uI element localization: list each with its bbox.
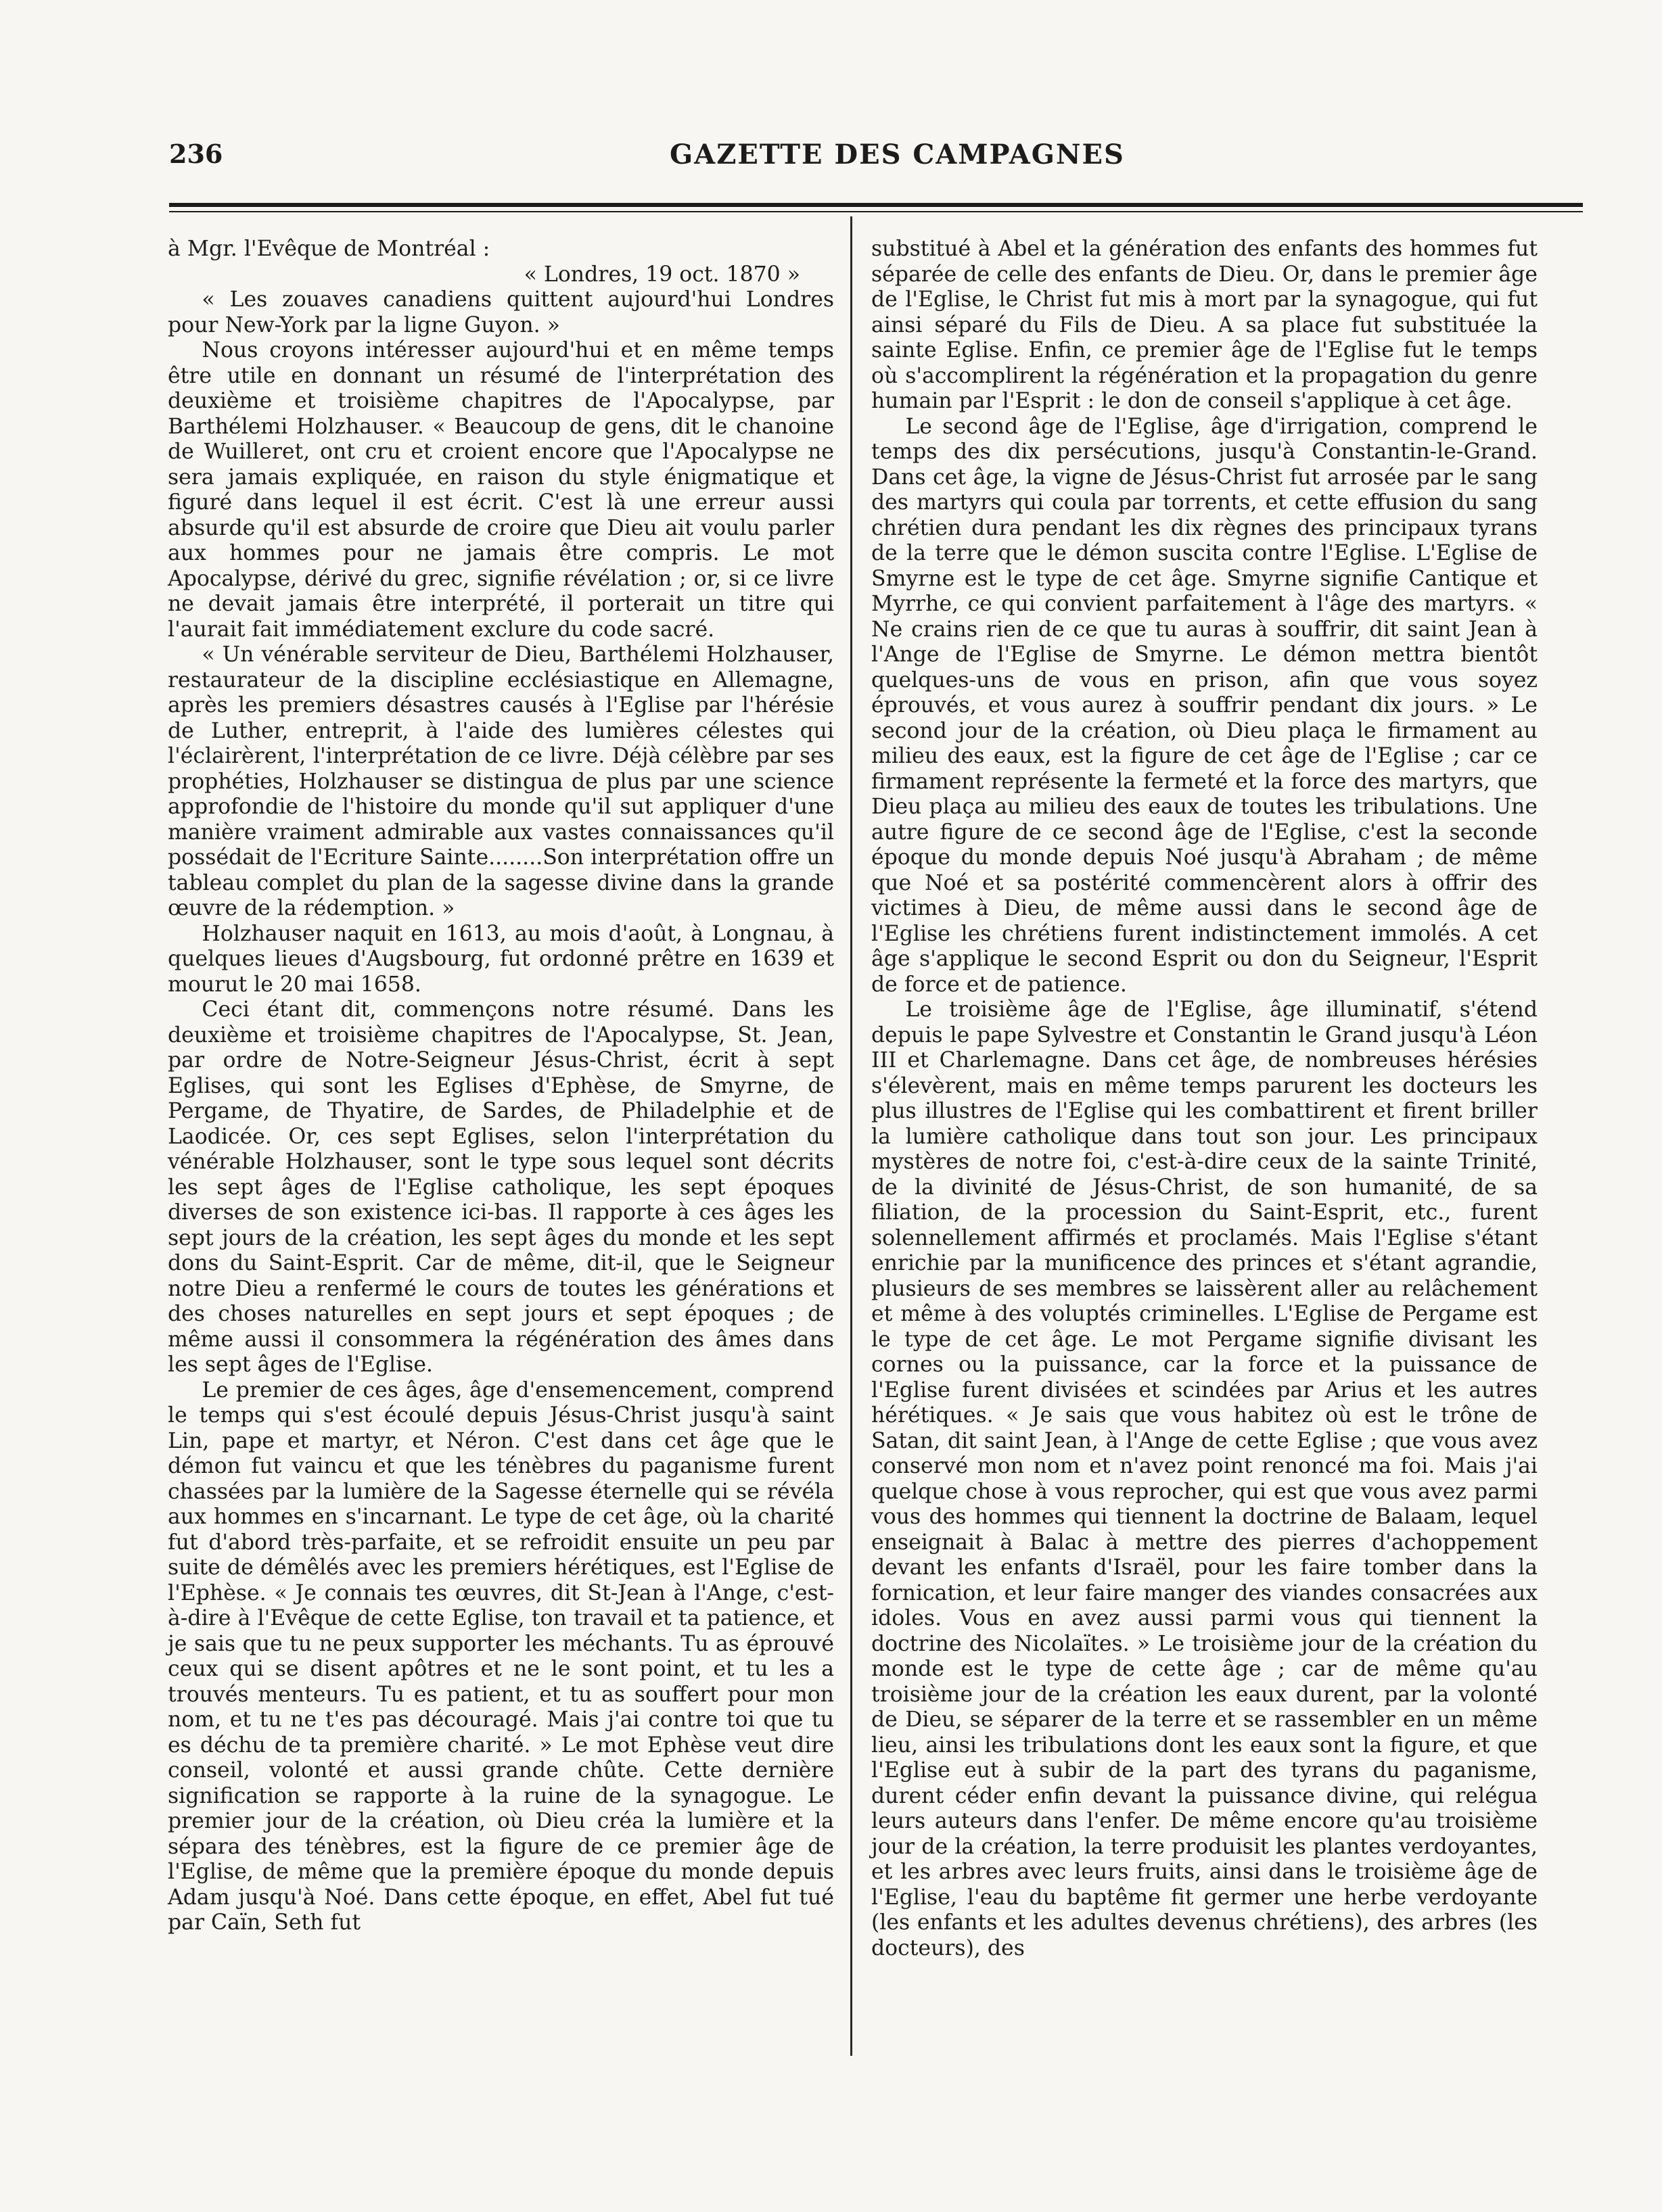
journal-title: GAZETTE DES CAMPAGNES (670, 139, 1125, 170)
paragraph: Nous croyons intéresser aujourd'hui et en même temps être utile en donnant un résumé de l'interprétation des deuxième et troisième chapitres de l'Apocalypse, par Barthélemi Holzhauser. « Beaucoup de gens, dit le chanoine de Wuilleret, ont cru et croient encore que l'Apocalypse ne sera jamais expliquée, en raison du style énigmatique et figuré dans lequel il est écrit. C'est là une erreur aussi absurde qu'il est absurde de croire que Dieu ait voulu parler aux hommes pour ne jamais être compris. Le mot Apocalypse, dérivé du grec, signifie révélation ; or, si ce livre ne devait jamais être interprété, il porterait un titre qui l'aurait fait immédiatement exclure du code sacré. (168, 338, 834, 642)
paragraph: Le troisième âge de l'Eglise, âge illuminatif, s'étend depuis le pape Sylvestre et Constantin le Grand jusqu'à Léon III et Charlemagne. Dans cet âge, de nombreuses hérésies s'élevèrent, mais en même temps parurent les docteurs les plus illustres de l'Eglise qui les combattirent et firent briller la lumière catholique dans tout son jour. Les principaux mystères de notre foi, c'est-à-dire ceux de la sainte Trinité, de la divinité de Jésus-Christ, de son humanité, de sa filiation, de la procession du Saint-Esprit, etc., furent solennellement affirmés et proclamés. Mais l'Eglise s'étant enrichie par la munificence des princes et s'étant agrandie, plusieurs de ses membres se laissèrent aller au relâchement et même à des voluptés criminelles. L'Eglise de Pergame est le type de cet âge. Le mot Pergame signifie divisant les cornes ou la puissance, car la force et la puissance de l'Eglise furent divisées et scindées par Arius et les autres hérétiques. « Je sais que vous habitez où est le trône de Satan, dit saint Jean, à l'Ange de cette Eglise ; que vous avez conservé mon nom et n'avez point renoncé ma foi. Mais j'ai quelque chose à vous reprocher, qui est que vous avez parmi vous des hommes qui tiennent la doctrine de Balaam, lequel enseignait à Balac à mettre des pierres d'achoppement devant les enfants d'Israël, pour les faire tomber dans la fornication, et leur faire manger des viandes consacrées aux idoles. Vous en avez aussi parmi vous qui tiennent la doctrine des Nicolaïtes. » Le troisième jour de la création du monde est le type de cette âge ; car de même qu'au troisième jour de la création les eaux durent, par la volonté de Dieu, se séparer de la terre et se rassembler en un même lieu, ainsi les tribulations dont les eaux sont la figure, et que l'Eglise eut à subir de la part des tyrans du paganisme, durent céder enfin devant la puissance divine, qui relégua leurs auteurs dans l'enfer. De même encore qu'au troisième jour de la création, la terre produisit les plantes verdoyantes, et les arbres avec leurs fruits, ainsi dans le troisième âge de l'Eglise, l'eau du baptême fit germer une herbe verdoyante (les enfants et les adultes devenus chrétiens), des arbres (les docteurs), des (871, 997, 1538, 1960)
header-rule-thin (169, 211, 1583, 212)
dateline: « Londres, 19 oct. 1870 » (524, 262, 800, 287)
column-divider (850, 216, 852, 2056)
paragraph: substitué à Abel et la génération des enfants des hommes fut séparée de celle des enfants de Dieu. Or, dans le premier âge de l'Eglise, le Christ fut mis à mort par la synagogue, qui fut ainsi séparé du Fils de Dieu. A sa place fut substituée la sainte Eglise. Enfin, ce premier âge de l'Eglise fut le temps où s'accomplirent la régénération et la propagation du genre humain par l'Esprit : le don de conseil s'applique à cet âge. (871, 237, 1538, 413)
paragraph: « Un vénérable serviteur de Dieu, Barthélemi Holzhauser, restaurateur de la discipline ecclésiastique en Allemagne, après les premiers désastres causés à l'Eglise par l'hérésie de Luther, entreprit, à l'aide des lumières célestes qui l'éclairèrent, l'interprétation de ce livre. Déjà célèbre par ses prophéties, Holzhauser se distingua de plus par une science approfondie de l'histoire du monde qu'il sut appliquer d'une manière vraiment admirable aux vastes connaissances qu'il possédait de l'Ecriture Sainte........Son interprétation offre un tableau complet du plan de la sagesse divine dans la grande œuvre de la rédemption. » (168, 642, 834, 920)
paragraph: « Les zouaves canadiens quittent aujourd'hui Londres pour New-York par la ligne Guyon. » (168, 287, 834, 337)
page-header (169, 139, 1590, 179)
page-number: 236 (169, 139, 223, 169)
paragraph: Ceci étant dit, commençons notre résumé. Dans les deuxième et troisième chapitres de l'Apocalypse, St. Jean, par ordre de Notre-Seigneur Jésus-Christ, écrit à sept Eglises, qui sont les Eglises d'Ephèse, de Smyrne, de Pergame, de Thyatire, de Sardes, de Philadelphie et de Laodicée. Or, ces sept Eglises, selon l'interprétation du vénérable Holzhauser, sont le type sous lequel sont décrits les sept âges de l'Eglise catholique, les sept époques diverses de son existence ici-bas. Il rapporte à ces âges les sept jours de la création, les sept âges du monde et les sept dons du Saint-Esprit. Car de même, dit-il, que le Seigneur notre Dieu a renfermé le cours de toutes les générations et des choses naturelles en sept jours et sept époques ; de même aussi il consommera la régénération des âmes dans les sept âges de l'Eglise. (168, 997, 834, 1377)
paragraph: Holzhauser naquit en 1613, au mois d'août, à Longnau, à quelques lieues d'Augsbourg, fut ordonné prêtre en 1639 et mourut le 20 mai 1658. (168, 921, 834, 997)
paragraph: Le premier de ces âges, âge d'ensemencement, comprend le temps qui s'est écoulé depuis Jésus-Christ jusqu'à saint Lin, pape et martyr, et Néron. C'est dans cet âge que le démon fut vaincu et que les ténèbres du paganisme furent chassées par la lumière de la Sagesse éternelle qui se révéla aux hommes en s'incarnant. Le type de cet âge, où la charité fut d'abord très-parfaite, et se refroidit ensuite un peu par suite de démêlés avec les premiers hérétiques, est l'Eglise de l'Ephèse. « Je connais tes œuvres, dit St-Jean à l'Ange, c'est-à-dire à l'Evêque de cette Eglise, ton travail et ta patience, et je sais que tu ne peux supporter les méchants. Tu as éprouvé ceux qui se disent apôtres et ne le sont point, et tu les a trouvés menteurs. Tu es patient, et tu as souffert pour mon nom, et tu ne t'es pas découragé. Mais j'ai contre toi que tu es déchu de ta première charité. » Le mot Ephèse veut dire conseil, volonté et aussi grande chûte. Cette dernière signification se rapporte à la ruine de la synagogue. Le premier jour de la création, où Dieu créa la lumière et la sépara des ténèbres, est la figure de ce premier âge de l'Eglise, de même que la première époque du monde depuis Adam jusqu'à Noé. Dans cette époque, en effet, Abel fut tué par Caïn, Seth fut (168, 1378, 834, 1935)
right-column (871, 237, 1538, 1961)
paragraph: Le second âge de l'Eglise, âge d'irrigation, comprend le temps des dix persécutions, jusqu'à Constantin-le-Grand. Dans cet âge, la vigne de Jésus-Christ fut arrosée par le sang des martyrs qui coula par torrents, et cette effusion du sang chrétien dura pendant les dix règnes des principaux tyrans de la terre que le démon suscita contre l'Eglise. L'Eglise de Smyrne est le type de cet âge. Smyrne signifie Cantique et Myrrhe, ce qui convient parfaitement à l'âge des martyrs. « Ne crains rien de ce que tu auras à souffrir, dit saint Jean à l'Ange de l'Eglise de Smyrne. Le démon mettra bientôt quelques-uns de vous en prison, afin que vous soyez éprouvés, et vous aurez à souffrir pendant dix jours. » Le second jour de la création, où Dieu plaça le firmament au milieu des eaux, est la figure de cet âge de l'Eglise ; car ce firmament représente la fermeté et la force des martyrs, que Dieu plaça au milieu des eaux de toutes les tribulations. Une autre figure de ce second âge de l'Eglise, c'est la seconde époque du monde depuis Noé jusqu'à Abraham ; de même que Noé et sa postérité commencèrent alors à offrir des victimes à Dieu, de même aussi dans le second âge de l'Eglise les chrétiens furent indistinctement immolés. A cet âge s'applique le second Esprit ou don du Seigneur, l'Esprit de force et de patience. (871, 414, 1538, 997)
header-rule-thick (169, 203, 1583, 207)
left-column (168, 237, 834, 1936)
paragraph: à Mgr. l'Evêque de Montréal : (168, 237, 490, 261)
